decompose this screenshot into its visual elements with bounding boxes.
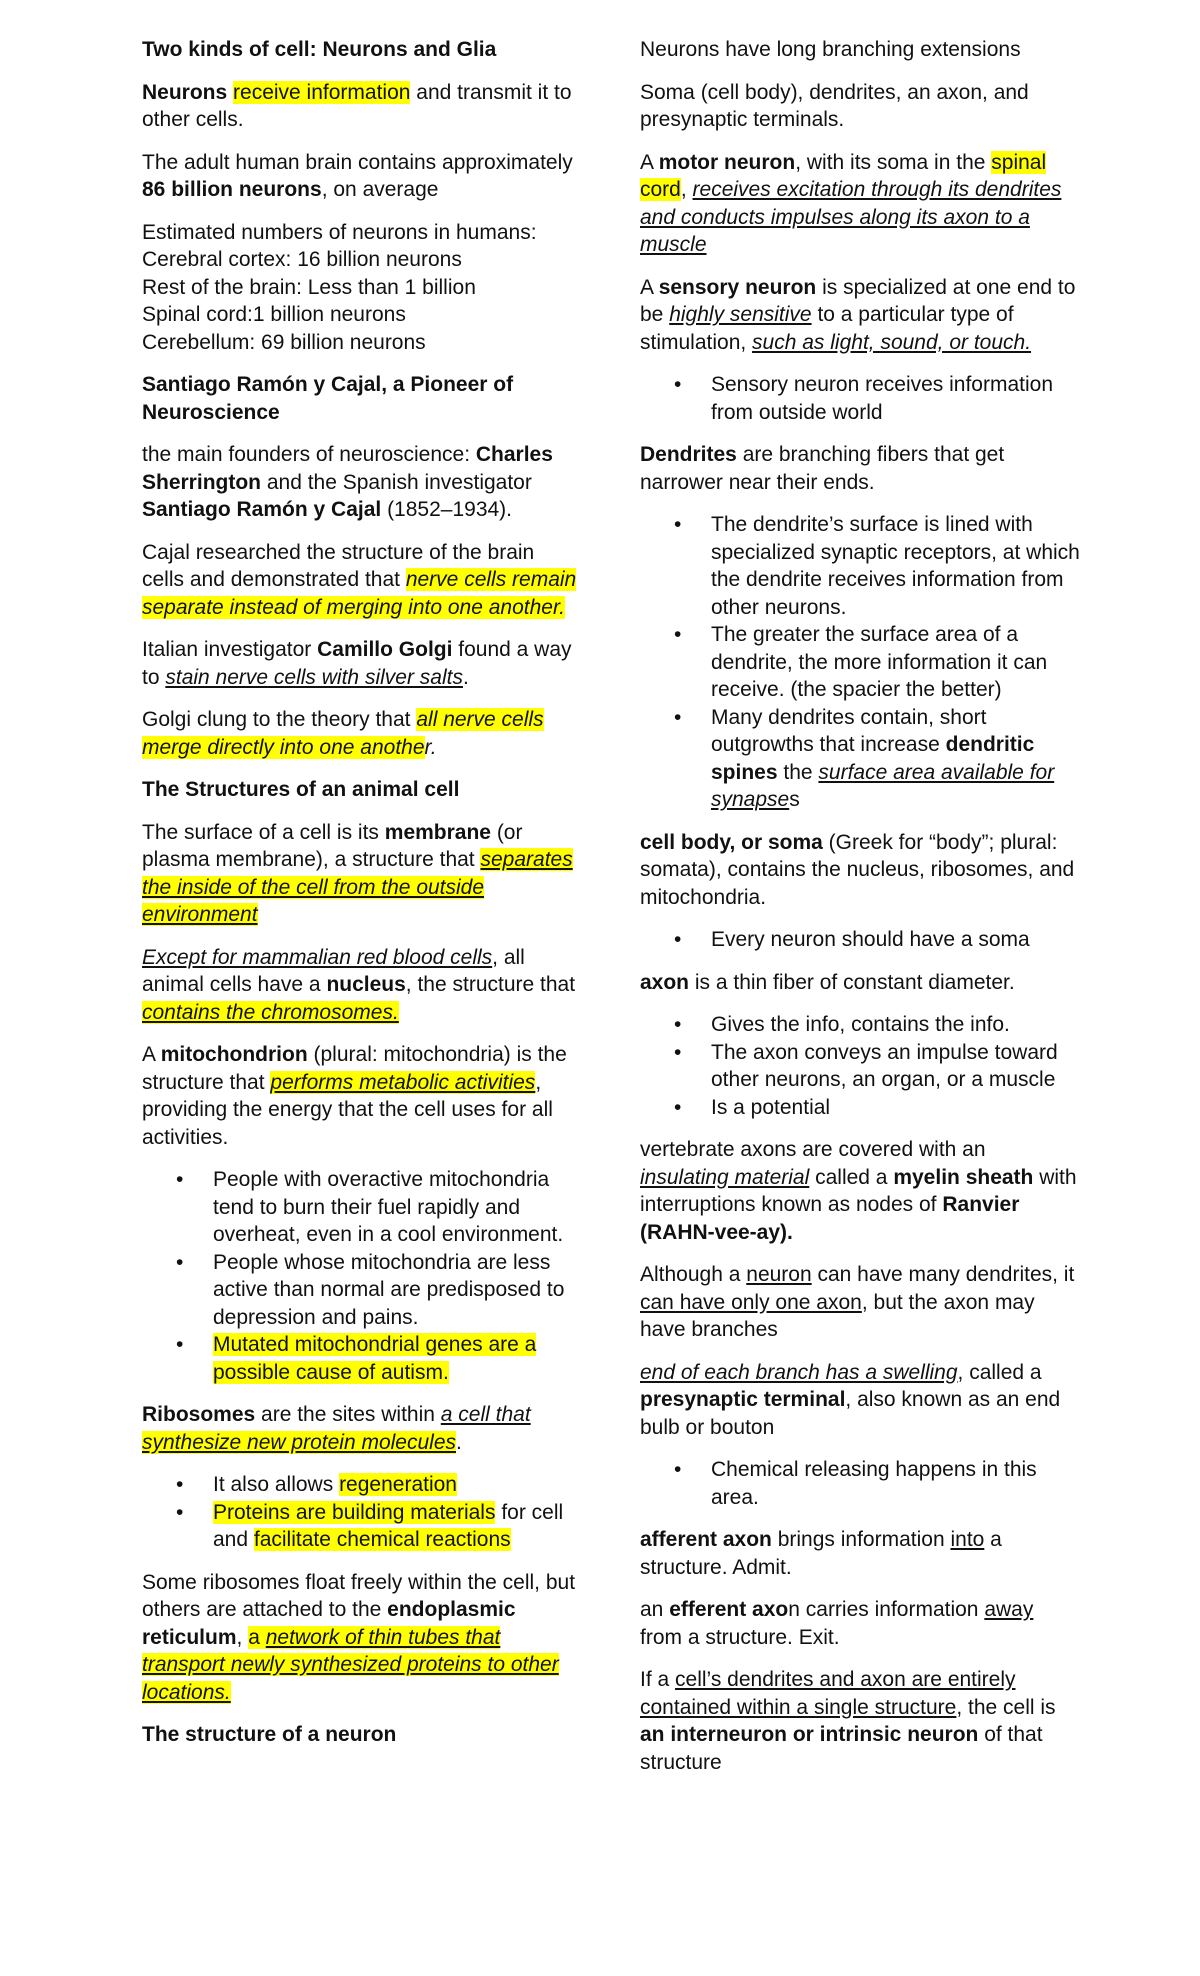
highlighted-text: contains the chromosomes. [142, 1000, 399, 1024]
text-run: is specialized at one end to be [640, 275, 1076, 326]
text-run: Chemical releasing happens in this area. [711, 1458, 1037, 1509]
paragraph [142, 539, 578, 622]
text-run: receives excitation through its dendrites and conducts impulses along its axon to a muscle [640, 178, 1062, 256]
text-run: r. [424, 735, 437, 759]
text-run: , also known as an end bulb or bouton [640, 1388, 1061, 1439]
highlighted-text: a [248, 1625, 266, 1649]
bullet-list [640, 511, 1080, 814]
text-run: and the Spanish investigator [261, 470, 532, 494]
text-run: The dendrite’s surface is lined with specialized synaptic receptors, at which the dendrite receives information from other neurons. [711, 513, 1080, 619]
paragraph [142, 944, 578, 1027]
text-run: Gives the info, contains the info. [711, 1013, 1010, 1036]
text-run: , but the axon may have branches [640, 1290, 1035, 1341]
text-run: into [950, 1528, 985, 1551]
bold-text: an interneuron or intrinsic neuron [640, 1723, 979, 1746]
bold-text: motor neuron [658, 150, 796, 174]
text-run: s [789, 788, 800, 811]
paragraph [142, 149, 578, 204]
text-run: and transmit it to other cells. [142, 80, 572, 131]
paragraph [640, 1596, 1080, 1651]
highlighted-text: Proteins are building materials [213, 1500, 496, 1524]
text-run: A [142, 1043, 161, 1066]
list-item [213, 1499, 578, 1554]
bold-text: endoplasmic reticulum [142, 1598, 516, 1649]
list-item [711, 1456, 1080, 1511]
list-item [213, 1331, 578, 1386]
list-item [711, 704, 1080, 814]
text-run: The adult human brain contains approximately [142, 150, 573, 174]
paragraph [640, 1136, 1080, 1246]
paragraph [142, 441, 578, 524]
text-run: brings information [771, 1528, 951, 1551]
text-run: (1852–1934). [381, 498, 513, 521]
highlighted-text: separates the inside of the cell from the outside environment [142, 848, 573, 926]
text-run: Except for mammalian red blood cells [142, 945, 493, 969]
bold-text: mitochondrion [160, 1043, 308, 1066]
bold-text: Two kinds of cell: Neurons and Glia [142, 38, 497, 61]
text-run: is a thin fiber of constant diameter. [689, 970, 1015, 994]
bold-text: myelin sheath [893, 1165, 1034, 1189]
list-item [711, 371, 1080, 426]
text-run: such as light, sound, or touch. [752, 330, 1032, 354]
paragraph [142, 776, 578, 804]
highlighted-text: synthesize new protein molecules [142, 1430, 456, 1454]
bullet-list [142, 1471, 578, 1554]
text-run: A [640, 150, 659, 174]
text-run: Neurons have long branching extensions [640, 38, 1021, 61]
text-run: , the structure that [405, 973, 576, 996]
bold-text: Santiago Ramón y Cajal [142, 498, 382, 521]
bold-text: Neurons [142, 80, 228, 104]
list-item [213, 1471, 578, 1499]
list-item [711, 1094, 1080, 1122]
text-run: Cerebellum: 69 billion neurons [142, 330, 426, 354]
bold-text: Ribosomes [142, 1403, 256, 1426]
text-run: . [462, 665, 469, 689]
bold-text: The Structures of an animal cell [142, 778, 460, 801]
paragraph [640, 441, 1080, 496]
paragraph [142, 219, 578, 357]
paragraph [640, 1261, 1080, 1344]
list-item [213, 1249, 578, 1332]
text-run: called a [809, 1165, 894, 1189]
highlighted-text: performs metabolic activities [270, 1070, 536, 1094]
text-run: , providing the energy that the cell uses for all activities. [142, 1070, 553, 1149]
highlighted-text: all nerve cells merge directly into one anothe [142, 708, 544, 759]
paragraph [142, 79, 578, 134]
bold-text: Ranvier (RAHN-vee-ay). [640, 1193, 1020, 1244]
text-run: with interruptions known as nodes of [640, 1165, 1077, 1216]
text-run: , all animal cells have a [142, 945, 525, 996]
text-run: The greater the surface area of a dendrite, the more information it can receive. (the spacier the better) [711, 623, 1048, 701]
text-run: highly sensitive [669, 303, 812, 326]
paragraph [640, 829, 1080, 912]
text-run: can have only one axon [640, 1290, 862, 1314]
bold-text: axon [640, 970, 690, 994]
text-run: People whose mitochondria are less active than normal are predisposed to depression and pains. [213, 1250, 565, 1329]
highlighted-text: network of thin tubes that transport newly synthesized proteins to other locations. [142, 1625, 559, 1704]
text-run: of that structure [640, 1723, 1043, 1774]
highlighted-text: facilitate chemical reactions [253, 1528, 511, 1551]
bold-text: membrane [384, 820, 491, 844]
list-item [711, 621, 1080, 704]
highlighted-text: Mutated mitochondrial genes are a possible cause of autism. [213, 1333, 537, 1384]
text-run: from a structure. Exit. [640, 1625, 840, 1649]
text-run: neuron [746, 1263, 812, 1286]
paragraph [640, 149, 1080, 259]
text-run: a cell that [440, 1403, 531, 1426]
text-run: for cell and [213, 1500, 564, 1551]
text-run: , on average [321, 178, 439, 201]
text-run: Sensory neuron receives information from outside world [711, 373, 1054, 424]
text-run: Is a potential [711, 1095, 831, 1119]
text-run: Rest of the brain: Less than 1 billion [142, 275, 476, 299]
text-run: Cajal researched the structure of the brain cells and demonstrated that [142, 540, 535, 591]
highlighted-text: spinal cord [640, 150, 1047, 201]
right-column [640, 36, 1080, 1791]
bullet-list [640, 371, 1080, 426]
text-run: Some ribosomes float freely within the cell, but others are attached to the [142, 1570, 576, 1621]
text-run: stain nerve cells with silver salts [165, 665, 463, 689]
paragraph [640, 1666, 1080, 1776]
text-run: are branching fibers that get narrower near their ends. [640, 443, 1005, 494]
paragraph [142, 1401, 578, 1456]
bold-text: Santiago Ramón y Cajal, a Pioneer of Neuroscience [142, 373, 514, 424]
list-item [213, 1166, 578, 1249]
paragraph [142, 819, 578, 929]
text-run: a structure. Admit. [640, 1528, 1002, 1579]
bullet-list [640, 926, 1080, 954]
paragraph [142, 371, 578, 426]
paragraph [640, 969, 1080, 997]
bold-text: presynaptic terminal [640, 1388, 846, 1411]
text-run: It also allows [213, 1473, 340, 1496]
paragraph [142, 706, 578, 761]
paragraph [640, 1359, 1080, 1442]
text-run: , the cell is [956, 1695, 1056, 1719]
text-run: can have many dendrites, it [811, 1263, 1075, 1286]
text-run: The axon conveys an impulse toward other neurons, an organ, or a muscle [711, 1040, 1058, 1091]
text-run: If a [640, 1668, 676, 1691]
paragraph [142, 636, 578, 691]
list-item [711, 926, 1080, 954]
bold-text: sensory neuron [658, 275, 817, 299]
bullet-list [142, 1166, 578, 1386]
text-run: insulating material [640, 1165, 810, 1189]
text-run: Although a [640, 1263, 747, 1286]
text-run: the main founders of neuroscience: [142, 443, 476, 466]
text-run: , [680, 178, 693, 201]
text-run: Many dendrites contain, short outgrowths that increase [711, 705, 987, 756]
paragraph [142, 1721, 578, 1749]
text-run: Cerebral cortex: 16 billion neurons [142, 248, 462, 271]
bold-text: Camillo Golgi [317, 638, 453, 661]
highlighted-text: regeneration [339, 1473, 457, 1496]
list-item [711, 1011, 1080, 1039]
text-run: to a particular type of stimulation, [640, 303, 1014, 354]
text-run: cell’s dendrites and axon are entirely contained within a single structure [640, 1668, 1016, 1719]
paragraph [640, 79, 1080, 134]
text-run: Soma (cell body), dendrites, an axon, and presynaptic terminals. [640, 80, 1029, 131]
bold-text: 86 billion neurons [142, 178, 322, 201]
bold-text: nucleus [326, 973, 406, 996]
text-run: found a way to [142, 638, 572, 689]
bold-text: Charles Sherrington [142, 443, 553, 494]
bullet-list [640, 1011, 1080, 1121]
text-run: n carries information [788, 1598, 985, 1621]
text-run: away [984, 1598, 1034, 1621]
text-run: The surface of a cell is its [142, 820, 385, 844]
left-column [142, 36, 578, 1764]
text-run: Golgi clung to the theory that [142, 708, 417, 731]
text-run: are the sites within [255, 1403, 441, 1426]
text-run: (Greek for “body”; plural: somata), contains the nucleus, ribosomes, and mitochondria. [640, 830, 1075, 909]
text-run: an [640, 1598, 670, 1621]
text-run: the [777, 760, 819, 784]
list-item [711, 511, 1080, 621]
bold-text: Dendrites [640, 443, 737, 466]
bold-text: cell body, or soma [640, 830, 823, 854]
list-item [711, 1039, 1080, 1094]
highlighted-text: receive information [233, 80, 411, 104]
paragraph [142, 1041, 578, 1151]
text-run: surface area available for synapse [711, 760, 1055, 811]
text-run: Every neuron should have a soma [711, 928, 1030, 951]
text-run: Italian investigator [142, 638, 318, 661]
text-run: end of each branch has a swelling [640, 1360, 958, 1384]
bold-text: The structure of a neuron [142, 1723, 397, 1746]
text-run: . [456, 1430, 462, 1454]
text-run: Estimated numbers of neurons in humans: [142, 220, 537, 244]
bullet-list [640, 1456, 1080, 1511]
text-run: A [640, 275, 659, 299]
paragraph [640, 36, 1080, 64]
text-run: (plural: mitochondria) is the structure that [142, 1043, 567, 1094]
text-run: vertebrate axons are covered with an [640, 1138, 986, 1161]
text-run: , with its soma in the [795, 150, 992, 174]
text-run: , called a [957, 1360, 1042, 1384]
paragraph [142, 1569, 578, 1707]
paragraph [142, 36, 578, 64]
bold-text: efferent axo [669, 1598, 789, 1621]
highlighted-text: nerve cells remain separate instead of merging into one another. [142, 568, 577, 619]
text-run: Spinal cord:1 billion neurons [142, 303, 406, 326]
paragraph [640, 274, 1080, 357]
bold-text: afferent axon [640, 1528, 772, 1551]
text-run: (or plasma membrane), a structure that [142, 820, 523, 871]
text-run: , [236, 1625, 249, 1649]
bold-text: dendritic spines [711, 733, 1035, 784]
text-run: People with overactive mitochondria tend to burn their fuel rapidly and overheat, even in a cool environment. [213, 1168, 564, 1246]
paragraph [640, 1526, 1080, 1581]
